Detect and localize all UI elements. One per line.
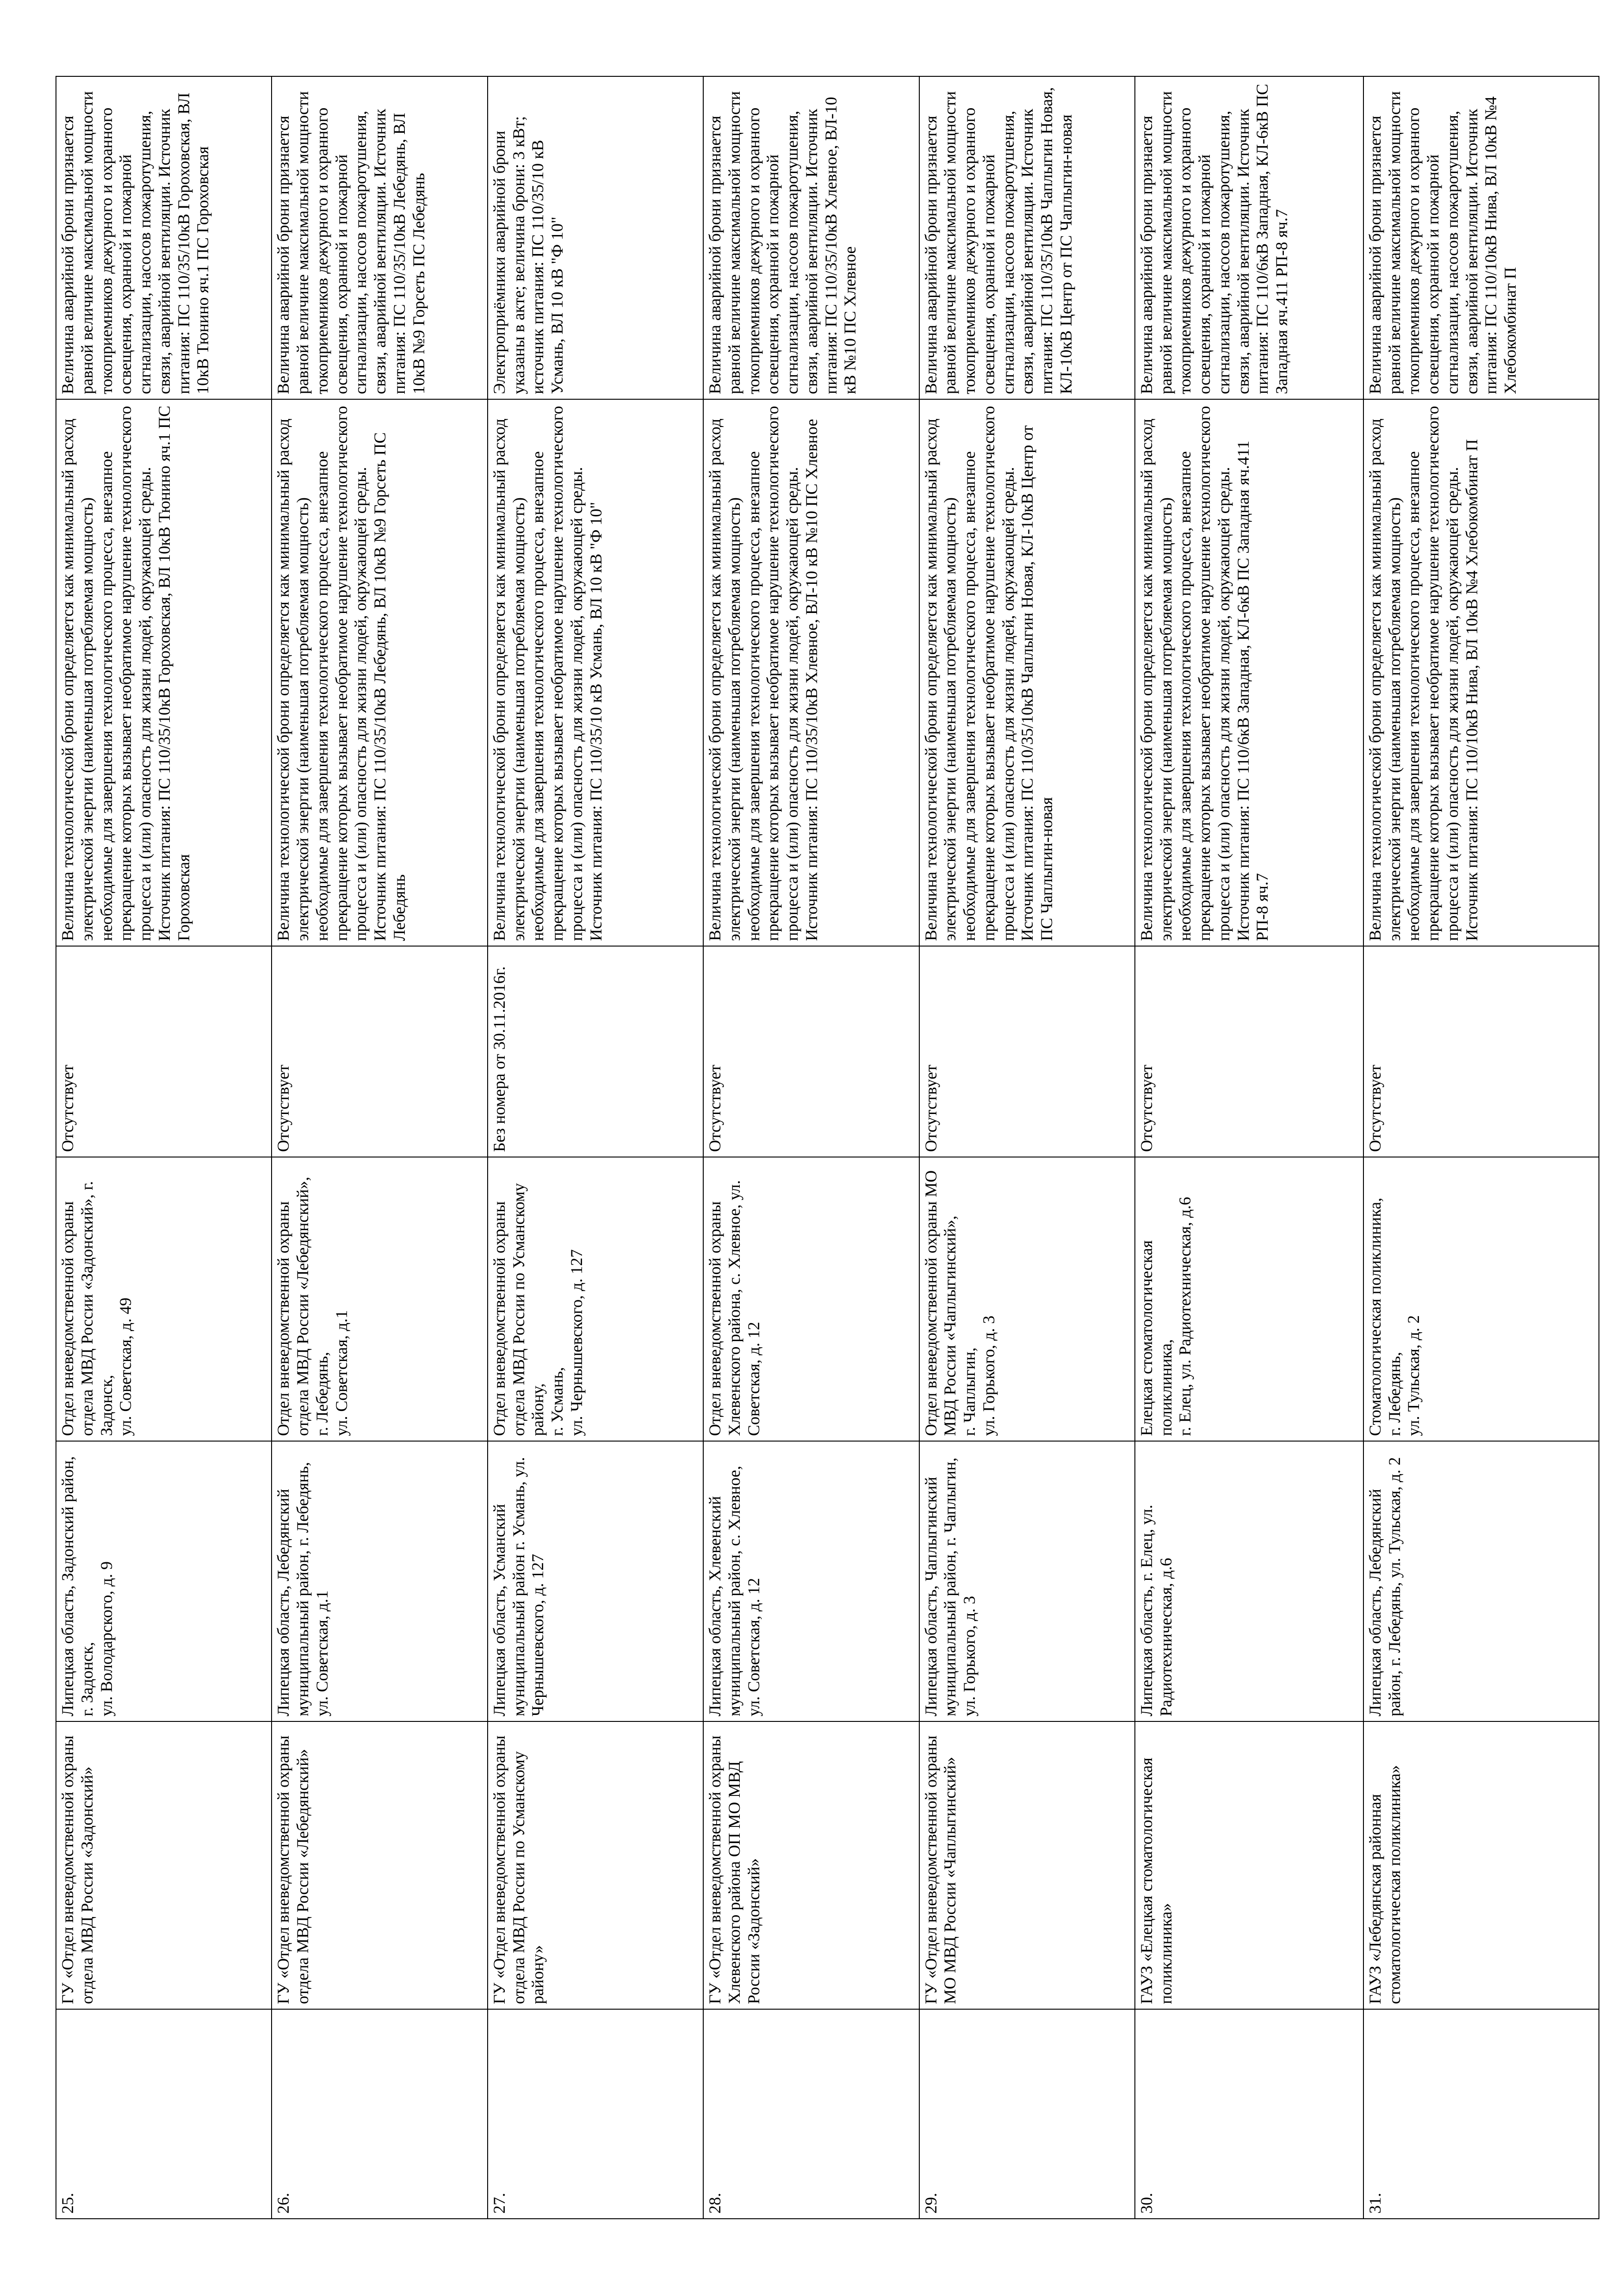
- organization-cell: ГУ «Отдел вневедомственной охраны отдела МВД России «Лебедянский»: [272, 1721, 487, 2009]
- act-cell: Без номера от 30.11.2016г.: [488, 946, 703, 1157]
- emergency-reserve-cell: Величина аварийной брони признается равной величине максимальной мощности токоприемников дежурного и охранного освещения, охранной и пожарной сигнализации, насосов пожаротушения, связи, аварийной вентиляции. Источник питания: ПС 110/35/10кВ Лебедянь, ВЛ 10кВ №9 Горсеть ПС Лебедянь: [272, 76, 487, 399]
- table-row: [56, 76, 272, 2219]
- row-number-cell: 29.: [919, 2009, 1135, 2219]
- technological-reserve-cell: Величина технологической брони определяется как минимальный расход электрической энергии (наименьшая потребляемая мощность) необходимые для завершения технологического процесса, внезапное прекращение которых вызывает необратимое нарушение технологического процесса и (или) опасность для жизни людей, окружающей среды. Источник питания: ПС 110/35/10кВ Гороховская, ВЛ 10кВ Тюнино яч.1 ПС Гороховская: [56, 399, 272, 946]
- emergency-reserve-cell: Величина аварийной брони признается равной величине максимальной мощности токоприемников дежурного и охранного освещения, охранной и пожарной сигнализации, насосов пожаротушения, связи, аварийной вентиляции. Источник питания: ПС 110/35/10кВ Гороховская, ВЛ 10кВ Тюнино яч.1 ПС Гороховская: [56, 76, 272, 399]
- act-cell: Отсутствует: [1135, 946, 1363, 1157]
- act-cell: Отсутствует: [272, 946, 487, 1157]
- rotated-table-container: [56, 77, 1599, 2219]
- row-number-cell: 28.: [703, 2009, 919, 2219]
- table-row: [1135, 76, 1363, 2219]
- act-cell: Отсутствует: [1363, 946, 1599, 1157]
- contact-cell: Отдел вневедомственной охраны Хлевенского района, с. Хлевное, ул. Советская, д. 12: [703, 1157, 919, 1441]
- contact-cell: Отдел вневедомственной охраны отдела МВД России «Задонский», г. Задонск, ул. Советская, д. 49: [56, 1157, 272, 1441]
- row-number-cell: 26.: [272, 2009, 487, 2219]
- organization-cell: ГУ «Отдел вневедомственной охраны отдела МВД России «Задонский»: [56, 1721, 272, 2009]
- organization-cell: ГУ «Отдел вневедомственной охраны отдела МВД России по Усманскому району»: [488, 1721, 703, 2009]
- organization-cell: ГУ «Отдел вневедомственной охраны Хлевенского района ОП МО МВД России «Задонский»: [703, 1721, 919, 2009]
- technological-reserve-cell: Величина технологической брони определяется как минимальный расход электрической энергии (наименьшая потребляемая мощность) необходимые для завершения технологического процесса, внезапное прекращение которых вызывает необратимое нарушение технологического процесса и (или) опасность для жизни людей, окружающей среды. Источник питания: ПС 110/35/10кВ Лебедянь, ВЛ 10кВ №9 Горсеть ПС Лебедянь: [272, 399, 487, 946]
- technological-reserve-cell: Величина технологической брони определяется как минимальный расход электрической энергии (наименьшая потребляемая мощность) необходимые для завершения технологического процесса, внезапное прекращение которых вызывает необратимое нарушение технологического процесса и (или) опасность для жизни людей, окружающей среды. Источник питания: ПС 110/35/10кВ Чаплыгин Новая, КЛ-10кВ Центр от ПС Чаплыгин-новая: [919, 399, 1135, 946]
- technological-reserve-cell: Величина технологической брони определяется как минимальный расход электрической энергии (наименьшая потребляемая мощность) необходимые для завершения технологического процесса, внезапное прекращение которых вызывает необратимое нарушение технологического процесса и (или) опасность для жизни людей, окружающей среды. Источник питания: ПС 110/10кВ Нива, ВЛ 10кВ №4 Хлебокомбинат П: [1363, 399, 1599, 946]
- organization-cell: ГУ «Отдел вневедомственной охраны МО МВД России «Чаплыгинский»: [919, 1721, 1135, 2009]
- row-number-cell: 27.: [488, 2009, 703, 2219]
- contact-cell: Отдел вневедомственной охраны МО МВД России «Чаплыгинский», г. Чаплыгин, ул. Горького, д. 3: [919, 1157, 1135, 1441]
- act-cell: Отсутствует: [56, 946, 272, 1157]
- act-cell: Отсутствует: [703, 946, 919, 1157]
- emergency-reserve-cell: Величина аварийной брони признается равной величине максимальной мощности токоприемников дежурного и охранного освещения, охранной и пожарной сигнализации, насосов пожаротушения, связи, аварийной вентиляции. Источник питания: ПС 110/10кВ Нива, ВЛ 10кВ №4 Хлебокомбинат П: [1363, 76, 1599, 399]
- contact-cell: Елецкая стоматологическая поликлиника, г. Елец, ул. Радиотехническая, д.6: [1135, 1157, 1363, 1441]
- row-number-cell: 25.: [56, 2009, 272, 2219]
- table-row: [703, 76, 919, 2219]
- address-cell: Липецкая область, Задонский район, г. Задонск, ул. Володарского, д. 9: [56, 1441, 272, 1721]
- row-number-cell: 31.: [1363, 2009, 1599, 2219]
- emergency-reserve-cell: Величина аварийной брони признается равной величине максимальной мощности токоприемников дежурного и охранного освещения, охранной и пожарной сигнализации, насосов пожаротушения, связи, аварийной вентиляции. Источник питания: ПС 110/35/10кВ Хлевное, ВЛ-10 кВ №10 ПС Хлевное: [703, 76, 919, 399]
- row-number-cell: 30.: [1135, 2009, 1363, 2219]
- address-cell: Липецкая область, Лебедянский муниципальный район, г. Лебедянь, ул. Советская, д.1: [272, 1441, 487, 1721]
- table-row: [1363, 76, 1599, 2219]
- emergency-reserve-cell: Величина аварийной брони признается равной величине максимальной мощности токоприемников дежурного и охранного освещения, охранной и пожарной сигнализации, насосов пожаротушения, связи, аварийной вентиляции. Источник питания: ПС 110/35/10кВ Чаплыгин Новая, КЛ-10кВ Центр от ПС Чаплыгин-новая: [919, 76, 1135, 399]
- address-cell: Липецкая область, г. Елец, ул. Радиотехническая, д.6: [1135, 1441, 1363, 1721]
- address-cell: Липецкая область, Усманский муниципальный район г. Усмань, ул. Чернышевского, д. 127: [488, 1441, 703, 1721]
- emergency-reserve-cell: Величина аварийной брони признается равной величине максимальной мощности токоприемников дежурного и охранного освещения, охранной и пожарной сигнализации, насосов пожаротушения, связи, аварийной вентиляции. Источник питания: ПС 110/6кВ Западная, КЛ-6кВ ПС Западная яч.411 РП-8 яч.7: [1135, 76, 1363, 399]
- contact-cell: Отдел вневедомственной охраны отдела МВД России по Усманскому району, г. Усмань, ул. Чернышевского, д. 127: [488, 1157, 703, 1441]
- technological-reserve-cell: Величина технологической брони определяется как минимальный расход электрической энергии (наименьшая потребляемая мощность) необходимые для завершения технологического процесса, внезапное прекращение которых вызывает необратимое нарушение технологического процесса и (или) опасность для жизни людей, окружающей среды. Источник питания: ПС 110/35/10 кВ Усмань, ВЛ 10 кВ "Ф 10": [488, 399, 703, 946]
- technological-reserve-cell: Величина технологической брони определяется как минимальный расход электрической энергии (наименьшая потребляемая мощность) необходимые для завершения технологического процесса, внезапное прекращение которых вызывает необратимое нарушение технологического процесса и (или) опасность для жизни людей, окружающей среды. Источник питания: ПС 110/35/10кВ Хлевное, ВЛ-10 кВ №10 ПС Хлевное: [703, 399, 919, 946]
- organization-cell: ГАУЗ «Елецкая стоматологическая поликлиника»: [1135, 1721, 1363, 2009]
- table-row: [488, 76, 703, 2219]
- organization-cell: ГАУЗ «Лебедянская районная стоматологическая поликлиника»: [1363, 1721, 1599, 2009]
- address-cell: Липецкая область, Чаплыгинский муниципальный район, г. Чаплыгин, ул. Горького, д. 3: [919, 1441, 1135, 1721]
- table-row: [919, 76, 1135, 2219]
- table-row: [272, 76, 487, 2219]
- power-reserve-table: [56, 76, 1599, 2219]
- contact-cell: Стоматологическая поликлиника, г. Лебедянь, ул. Тульская, д. 2: [1363, 1157, 1599, 1441]
- address-cell: Липецкая область, Хлевенский муниципальный район, с. Хлевное, ул. Советская, д. 12: [703, 1441, 919, 1721]
- act-cell: Отсутствует: [919, 946, 1135, 1157]
- technological-reserve-cell: Величина технологической брони определяется как минимальный расход электрической энергии (наименьшая потребляемая мощность) необходимые для завершения технологического процесса, внезапное прекращение которых вызывает необратимое нарушение технологического процесса и (или) опасность для жизни людей, окружающей среды. Источник питания: ПС 110/6кВ Западная, КЛ-6кВ ПС Западная яч.411 РП-8 яч.7: [1135, 399, 1363, 946]
- contact-cell: Отдел вневедомственной охраны отдела МВД России «Лебедянский», г. Лебедянь, ул. Советская, д.1: [272, 1157, 487, 1441]
- emergency-reserve-cell: Электроприёмники аварийной брони указаны в акте; величина брони: 3 кВт; источник питания: ПС 110/35/10 кВ Усмань, ВЛ 10 кВ "Ф 10": [488, 76, 703, 399]
- address-cell: Липецкая область, Лебедянский район, г. Лебедянь, ул. Тульская, д. 2: [1363, 1441, 1599, 1721]
